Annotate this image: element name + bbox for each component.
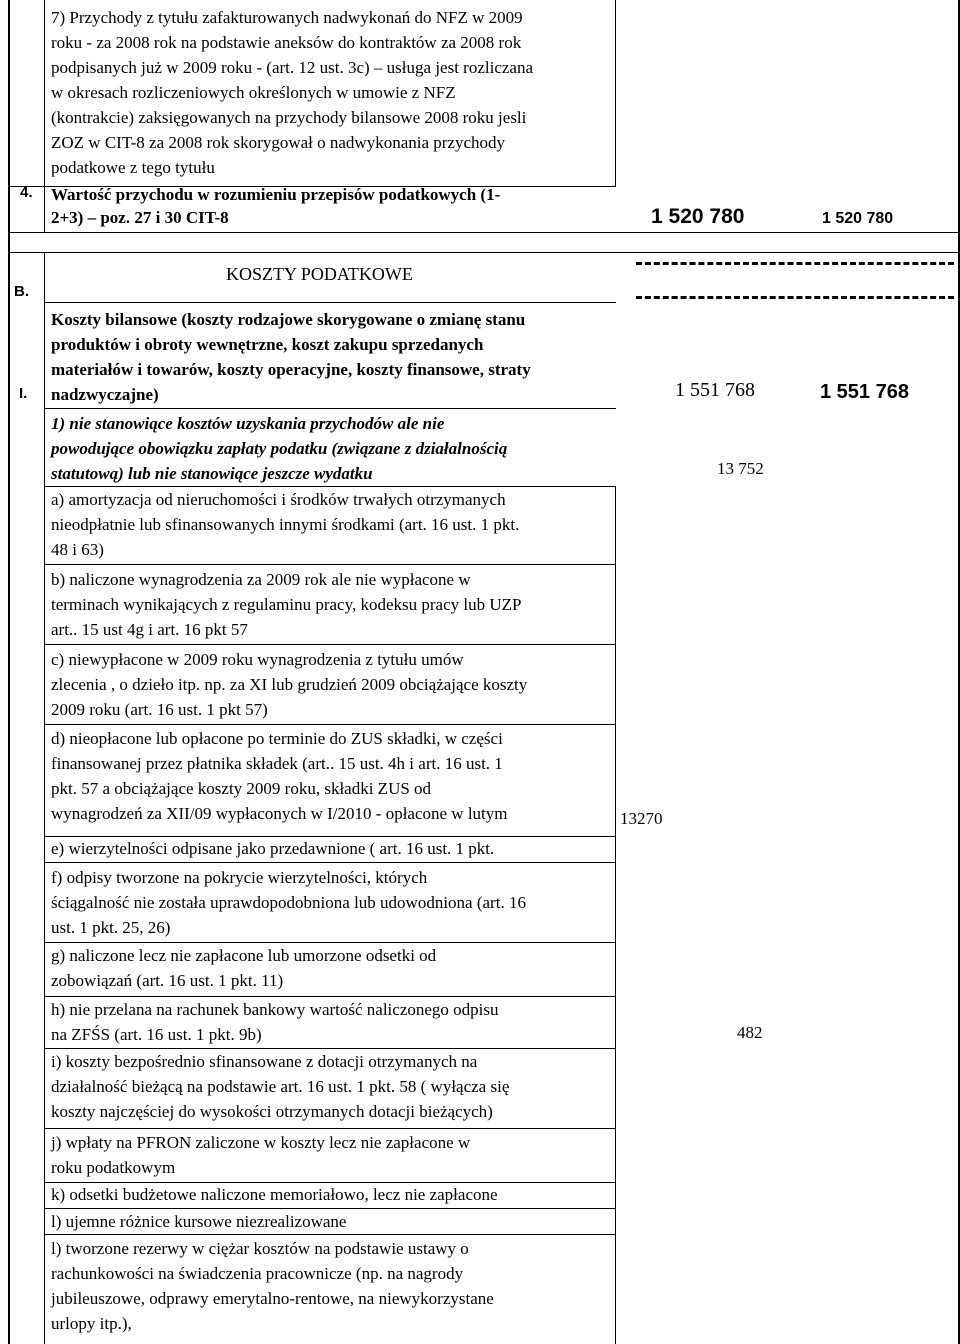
row-divider xyxy=(44,996,616,997)
sub-item-divider xyxy=(615,1182,616,1208)
sub-item-l2-line: rachunkowości na świadczenia pracownicze (np. na nagrody xyxy=(51,1264,464,1283)
sub-item-b-line: b) naliczone wynagrodzenia za 2009 rok ale nie wypłacone w xyxy=(51,570,471,589)
sub-item-h-value: 482 xyxy=(737,1023,763,1042)
row-divider xyxy=(44,1128,616,1129)
row-4-label-line: Wartość przychodu w rozumieniu przepisów podatkowych (1- xyxy=(51,185,501,204)
row-divider xyxy=(44,1234,616,1235)
sub-item-c-line: zlecenia , o dzieło itp. np. za XI lub grudzień 2009 obciążające koszty xyxy=(51,675,528,694)
row-divider xyxy=(44,1048,616,1049)
sub-item-h-line: h) nie przelana na rachunek bankowy wartość naliczonego odpisu xyxy=(51,1000,499,1019)
sub-item-a-line: 48 i 63) xyxy=(51,540,104,559)
sub-item-b-line: art.. 15 ust 4g i art. 16 pkt 57 xyxy=(51,620,248,639)
sub-item-a-line: a) amortyzacja od nieruchomości i środków trwałych otrzymanych xyxy=(51,490,506,509)
sub-item-divider xyxy=(615,644,616,724)
sub-item-l2-line: jubileuszowe, odprawy emerytalno-rentowe, na niewykorzystane xyxy=(51,1289,494,1308)
sub-item-divider xyxy=(615,1048,616,1128)
row-divider xyxy=(44,1208,616,1209)
sub-item-g-line: zobowiązań (art. 16 ust. 1 pkt. 11) xyxy=(51,971,284,990)
costs-value: 1 551 768 xyxy=(675,379,755,401)
row-4-number: 4. xyxy=(20,184,33,201)
item-7-line: roku - za 2008 rok na podstawie aneksów do kontraktów za 2008 rok xyxy=(51,33,522,52)
sub-item-divider xyxy=(615,862,616,942)
costs-line: materiałów i towarów, koszty operacyjne, koszty finansowe, straty xyxy=(51,360,531,379)
row-divider xyxy=(44,724,616,725)
sub-item-j-line: roku podatkowym xyxy=(51,1158,176,1177)
sub-item-d-line: wynagrodzeń za XII/09 wypłaconych w I/2010 - opłacone w lutym xyxy=(51,804,508,823)
sub-item-i-line: działalność bieżącą na podstawie art. 16 ust. 1 pkt. 58 ( wyłącza się xyxy=(51,1077,510,1096)
sub-item-divider xyxy=(615,996,616,1048)
item-1-line: powodujące obowiązku zapłaty podatku (związane z działalnością xyxy=(51,439,508,458)
row-4-value-secondary: 1 520 780 xyxy=(822,210,894,227)
section-b-roman: I. xyxy=(19,385,28,402)
sub-item-f-line: ust. 1 pkt. 25, 26) xyxy=(51,918,171,937)
sub-item-divider xyxy=(615,564,616,644)
sub-item-l2-line: l) tworzone rezerwy w ciężar kosztów na podstawie ustawy o xyxy=(51,1239,469,1258)
item-1-value: 13 752 xyxy=(717,459,764,478)
sub-item-h-line: na ZFŚS (art. 16 ust. 1 pkt. 9b) xyxy=(51,1025,262,1044)
number-column-divider xyxy=(44,0,45,232)
sub-item-d-line: pkt. 57 a obciążające koszty 2009 roku, składki ZUS od xyxy=(51,779,432,798)
sub-item-i-line: i) koszty bezpośrednio sfinansowane z dotacji otrzymanych na xyxy=(51,1052,478,1071)
sub-item-e-line: e) wierzytelności odpisane jako przedawnione ( art. 16 ust. 1 pkt. xyxy=(51,839,495,858)
sub-item-f-line: ściągalność nie została uprawdopodobniona lub udowodniona (art. 16 xyxy=(51,893,526,912)
decorative-dashed-line xyxy=(636,296,954,303)
item-7-line: 7) Przychody z tytułu zafakturowanych nadwykonań do NFZ w 2009 xyxy=(51,8,523,27)
row-divider xyxy=(8,252,960,253)
sub-item-divider xyxy=(615,1128,616,1182)
sub-item-g-line: g) naliczone lecz nie zapłacone lub umorzone odsetki od xyxy=(51,946,437,965)
row-divider xyxy=(44,302,616,303)
row-divider xyxy=(44,408,616,409)
item-1-line: statutową) lub nie stanowiące jeszcze wydatku xyxy=(51,464,373,483)
costs-line: Koszty bilansowe (koszty rodzajowe skorygowane o zmianę stanu xyxy=(51,310,526,329)
number-column-divider xyxy=(44,252,45,1344)
item-7-line: ZOZ w CIT-8 za 2008 rok skorygował o nadwykonania przychody xyxy=(51,133,506,152)
sub-item-j-line: j) wpłaty na PFRON zaliczone w koszty lecz nie zapłacone w xyxy=(51,1133,471,1152)
sub-item-divider xyxy=(615,1208,616,1234)
item-7-line: podatkowe z tego tytułu xyxy=(51,158,215,177)
item-7-line: w okresach rozliczeniowych określonych w umowie z NFZ xyxy=(51,83,456,102)
item-7-line: (kontrakcie) zaksięgowanych na przychody bilansowe 2008 roku jesli xyxy=(51,108,527,127)
sub-item-d-line: d) nieopłacone lub opłacone po terminie do ZUS składki, w części xyxy=(51,729,503,748)
decorative-dashed-line xyxy=(636,262,954,269)
costs-line: produktów i obroty wewnętrzne, koszt zakupu sprzedanych xyxy=(51,335,484,354)
sub-item-c-line: c) niewypłacone w 2009 roku wynagrodzenia z tytułu umów xyxy=(51,650,464,669)
row-divider xyxy=(8,232,960,233)
sub-item-d-line: finansowanej przez płatnika składek (art.. 15 ust. 4h i art. 16 ust. 1 xyxy=(51,754,503,773)
sub-item-l2-line: urlopy itp.), xyxy=(51,1314,132,1333)
row-4-label-line: 2+3) – poz. 27 i 30 CIT-8 xyxy=(51,208,229,227)
sub-item-c-line: 2009 roku (art. 16 ust. 1 pkt 57) xyxy=(51,700,268,719)
costs-value-secondary: 1 551 768 xyxy=(820,381,909,403)
row-divider xyxy=(44,564,616,565)
sub-item-divider xyxy=(615,836,616,862)
item-7-line: podpisanych już w 2009 roku - (art. 12 ust. 3c) – usługa jest rozliczana xyxy=(51,58,534,77)
row-divider xyxy=(44,862,616,863)
row-divider xyxy=(44,486,616,487)
sub-item-d-value: 13270 xyxy=(620,809,663,828)
sub-item-k-line: k) odsetki budżetowe naliczone memoriałowo, lecz nie zapłacone xyxy=(51,1185,498,1204)
sub-item-divider xyxy=(615,724,616,836)
sub-item-divider xyxy=(615,1234,616,1344)
sub-item-divider xyxy=(615,486,616,564)
section-b-title: KOSZTY PODATKOWE xyxy=(226,264,413,284)
row-divider xyxy=(44,644,616,645)
sub-item-a-line: nieodpłatnie lub sfinansowanych innymi środkami (art. 16 ust. 1 pkt. xyxy=(51,515,520,534)
section-b-letter: B. xyxy=(14,283,29,300)
costs-line: nadzwyczajne) xyxy=(51,385,159,404)
sub-item-divider xyxy=(615,942,616,996)
row-4-value: 1 520 780 xyxy=(651,205,745,228)
value-column-divider xyxy=(615,0,616,186)
sub-item-b-line: terminach wynikających z regulaminu pracy, kodeksu pracy lub UZP xyxy=(51,595,522,614)
item-1-line: 1) nie stanowiące kosztów uzyskania przychodów ale nie xyxy=(51,414,445,433)
sub-item-l-line: l) ujemne różnice kursowe niezrealizowane xyxy=(51,1212,347,1231)
sub-item-i-line: koszty najczęściej do wysokości otrzymanych dotacji bieżących) xyxy=(51,1102,493,1121)
sub-item-f-line: f) odpisy tworzone na pokrycie wierzytelności, których xyxy=(51,868,428,887)
row-divider xyxy=(44,942,616,943)
left-border xyxy=(8,0,10,1344)
